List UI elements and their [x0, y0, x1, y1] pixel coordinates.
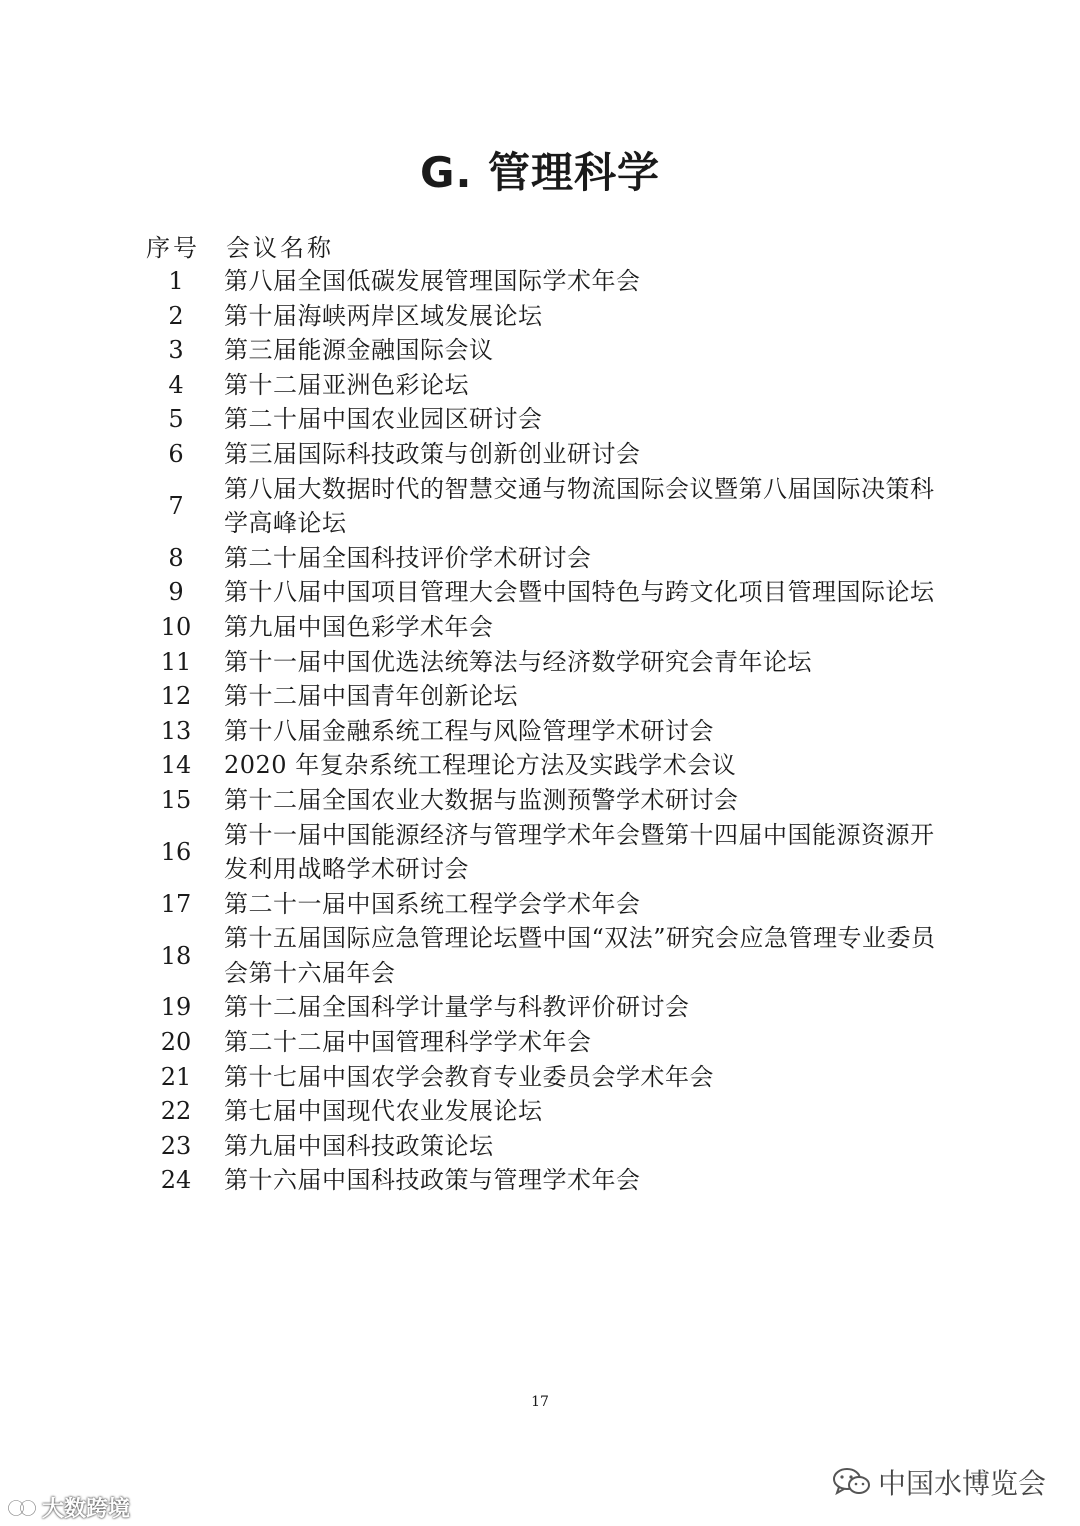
list-item	[148, 368, 948, 403]
item-number: 11	[160, 647, 192, 676]
list-item	[148, 299, 948, 334]
item-conference-name: 第十二届中国青年创新论坛	[224, 682, 518, 711]
conference-list	[148, 264, 948, 1198]
item-conference-name: 第十二届全国农业大数据与监测预警学术研讨会	[224, 785, 739, 814]
list-item	[148, 679, 948, 714]
item-number: 2	[168, 301, 184, 330]
item-conference-name: 第三届能源金融国际会议	[224, 336, 494, 365]
item-number: 1	[168, 267, 184, 295]
item-conference-name: 第十五届国际应急管理论坛暨中国“双法”研究会应急管理专业委员会第十六届年会	[224, 924, 936, 987]
list-item	[148, 402, 948, 437]
list-item	[148, 437, 948, 472]
watermark-left-text: 大数跨境	[42, 1497, 131, 1522]
list-item	[148, 818, 948, 887]
item-conference-name: 第二十二届中国管理科学学术年会	[224, 1028, 592, 1057]
item-number: 14	[160, 751, 192, 780]
list-item	[148, 1163, 948, 1198]
item-conference-name: 第十一届中国优选法统筹法与经济数学研究会青年论坛	[224, 647, 812, 676]
item-conference-name: 第九届中国科技政策论坛	[224, 1131, 494, 1160]
watermark-left	[8, 1492, 130, 1523]
watermark-right-text: 中国水博览会	[877, 1467, 1046, 1500]
item-conference-name: 第二十届全国科技评价学术研讨会	[224, 543, 592, 572]
item-number: 10	[160, 612, 192, 641]
list-item	[148, 1060, 948, 1095]
page-number: 17	[531, 1394, 549, 1410]
brand-logo-icon	[8, 1498, 38, 1518]
list-item	[148, 1129, 948, 1164]
item-number: 16	[160, 837, 192, 866]
list-item	[148, 541, 948, 576]
list-item	[148, 714, 948, 749]
item-number: 7	[168, 491, 184, 520]
list-item	[148, 921, 948, 990]
item-number: 9	[168, 578, 184, 607]
item-conference-name: 第八届全国低碳发展管理国际学术年会	[224, 267, 641, 295]
item-number: 24	[160, 1166, 192, 1195]
item-number: 5	[168, 405, 184, 434]
header-conference-name: 会议名称	[226, 234, 334, 262]
list-item	[148, 783, 948, 818]
item-conference-name: 第十届海峡两岸区域发展论坛	[224, 301, 543, 330]
list-item	[148, 1094, 948, 1129]
item-number: 19	[160, 993, 192, 1022]
item-conference-name: 第二十一届中国系统工程学会学术年会	[224, 889, 641, 918]
list-item	[148, 472, 948, 541]
item-conference-name: 第八届大数据时代的智慧交通与物流国际会议暨第八届国际决策科学高峰论坛	[224, 474, 935, 538]
wechat-icon	[832, 1466, 872, 1498]
list-item	[148, 645, 948, 680]
item-number: 17	[160, 889, 192, 918]
item-number: 8	[168, 543, 184, 572]
watermark-right	[832, 1462, 1046, 1502]
item-conference-name: 第九届中国色彩学术年会	[224, 612, 494, 641]
table-header	[146, 228, 334, 263]
item-number: 15	[160, 785, 192, 814]
item-conference-name: 第十八届金融系统工程与风险管理学术研讨会	[224, 716, 714, 745]
item-number: 22	[160, 1097, 192, 1126]
header-number: 序号	[146, 234, 200, 262]
item-number: 13	[160, 716, 192, 745]
item-number: 4	[168, 370, 184, 399]
item-conference-name: 第十七届中国农学会教育专业委员会学术年会	[224, 1062, 714, 1091]
list-item	[148, 264, 948, 299]
item-conference-name: 2020 年复杂系统工程理论方法及实践学术会议	[224, 751, 737, 780]
item-conference-name: 第三届国际科技政策与创新创业研讨会	[224, 439, 641, 468]
list-item	[148, 748, 948, 783]
item-number: 20	[160, 1028, 192, 1057]
list-item	[148, 887, 948, 922]
item-number: 18	[160, 941, 192, 970]
list-item	[148, 575, 948, 610]
item-number: 23	[160, 1131, 192, 1160]
item-number: 3	[168, 336, 184, 365]
list-item	[148, 610, 948, 645]
item-number: 12	[160, 682, 192, 711]
list-item	[148, 990, 948, 1025]
list-item	[148, 1025, 948, 1060]
item-conference-name: 第十一届中国能源经济与管理学术年会暨第十四届中国能源资源开发利用战略学术研讨会	[224, 820, 935, 884]
item-conference-name: 第二十届中国农业园区研讨会	[224, 405, 543, 434]
page-title: G. 管理科学	[419, 148, 661, 197]
item-conference-name: 第七届中国现代农业发展论坛	[224, 1097, 543, 1126]
item-conference-name: 第十二届全国科学计量学与科教评价研讨会	[224, 993, 690, 1022]
item-conference-name: 第十六届中国科技政策与管理学术年会	[224, 1166, 641, 1195]
item-conference-name: 第十二届亚洲色彩论坛	[224, 370, 469, 399]
item-number: 21	[160, 1062, 192, 1091]
list-item	[148, 333, 948, 368]
item-number: 6	[168, 439, 184, 468]
item-conference-name: 第十八届中国项目管理大会暨中国特色与跨文化项目管理国际论坛	[224, 578, 935, 607]
